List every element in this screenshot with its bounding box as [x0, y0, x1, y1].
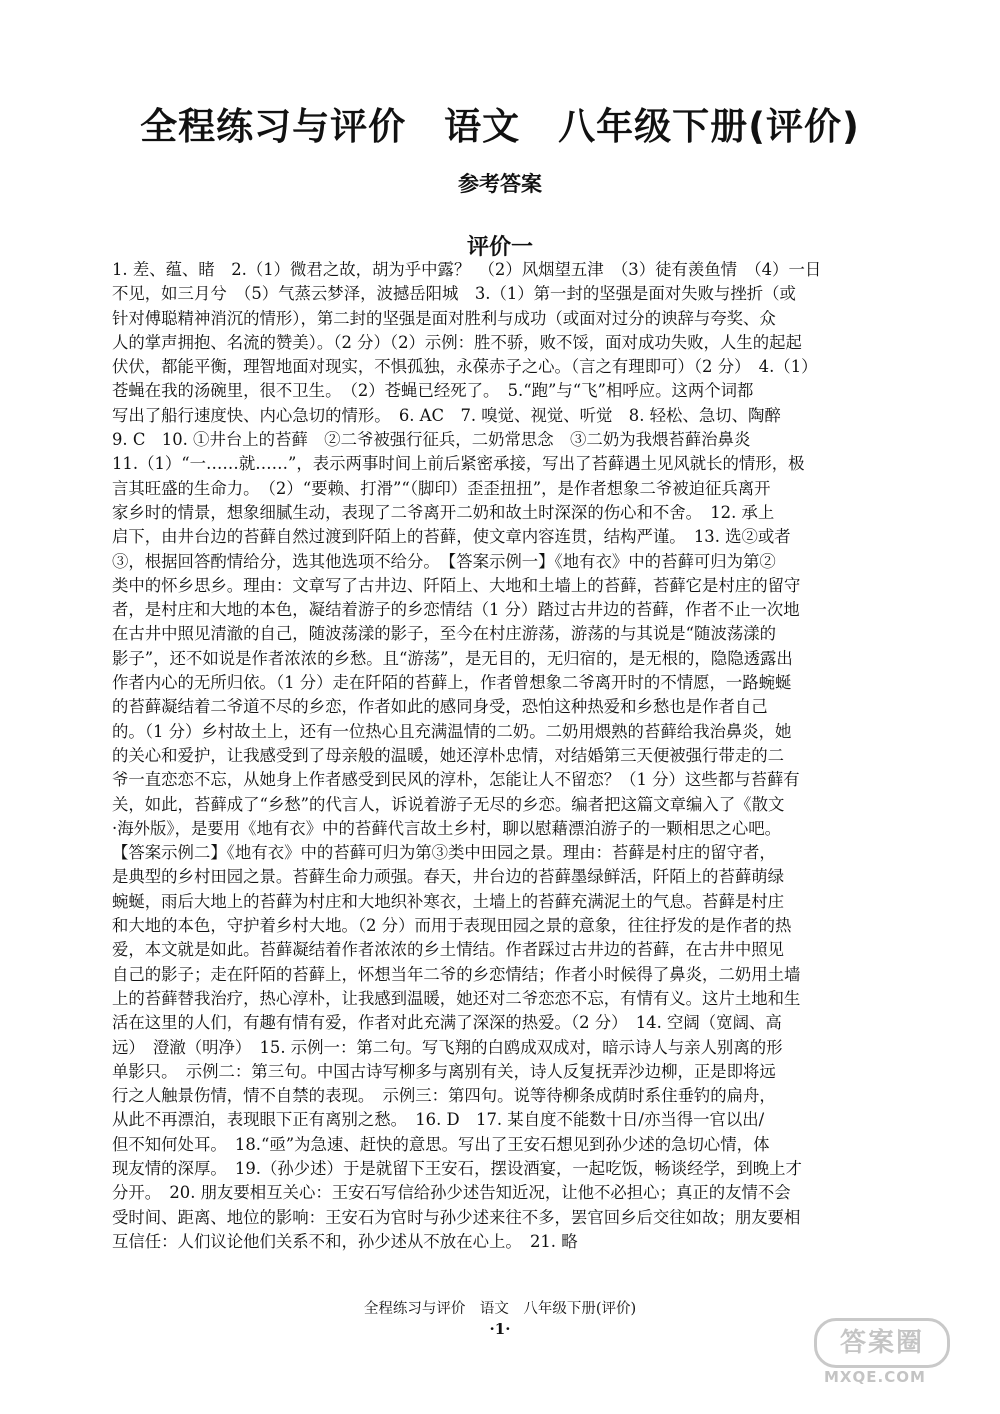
answer-line: 的苔藓凝结着二爷道不尽的乡恋，作者如此的感同身受，恐怕这种热爱和乡愁也是作者自己 — [112, 697, 768, 717]
answer-line: 爱，本文就是如此。苔藓凝结着作者浓浓的乡土情结。作者踩过古井边的苔藓，在古井中照见 — [112, 940, 785, 960]
answer-line: 家乡时的情景，想象细腻生动，表现了二爷离开二奶和故土时深深的伤心和不舍。 12. 承上 — [112, 502, 775, 522]
answer-line: 自己的影子；走在阡陌的苔藓上，怀想当年二爷的乡恋情结；作者小时候得了鼻炎，二奶用土墙 — [112, 964, 801, 984]
page-title: 全程练习与评价 语文 八年级下册(评价) — [140, 105, 860, 148]
answer-line: 的关心和爱护，让我感受到了母亲般的温暖，她还淳朴忠情，对结婚第三天便被强行带走的二 — [112, 745, 785, 765]
watermark-url: MXQE.COM — [824, 1368, 926, 1386]
answer-line: 现友情的深厚。 19.（孙少述）于是就留下王安石，摆设酒宴，一起吃饭，畅谈经学，到晚上才 — [112, 1158, 802, 1178]
watermark-logo: 答案圈 — [814, 1318, 950, 1368]
answer-line: 类中的怀乡思乡。理由：文章写了古井边、阡陌上、大地和土墙上的苔藓，苔藓它是村庄的留守 — [112, 575, 801, 595]
answer-line: 【答案示例二】《地有衣》中的苔藓可归为第③类中田园之景。理由：苔藓是村庄的留守者， — [112, 843, 776, 863]
answer-body — [112, 258, 897, 1254]
answer-line: 针对傅聪精神消沉的情形），第二封的坚强是面对胜利与成功（或面对过分的谀辞与夸奖、众 — [112, 308, 776, 328]
answer-line: ·海外版》，是要用《地有衣》中的苔藓代言故土乡村，聊以慰藉漂泊游子的一颗相思之心吧。 — [112, 818, 782, 838]
answer-line: 行之人触景伤情，情不自禁的表现。 示例三：第四句。说等待柳条成荫时系住垂钓的扁舟， — [112, 1086, 776, 1106]
answer-line: 伏伏，都能平衡，理智地面对现实，不惧孤独，永葆赤子之心。（言之有理即可）（2 分） 4.（1） — [112, 357, 818, 377]
answer-line: 但不知何处耳。 18.“亟”为急速、赶快的意思。写出了王安石想见到孙少述的急切心情，体 — [112, 1134, 770, 1154]
answer-line: 单影只。 示例二：第三句。中国古诗写柳多与离别有关，诗人反复抚弄沙边柳，正是即将远 — [112, 1061, 776, 1081]
answer-line: ③，根据回答酌情给分，选其他选项不给分。 【答案示例一】《地有衣》中的苔藓可归为第② — [112, 551, 776, 571]
answer-line: 从此不再漂泊，表现眼下正有离别之愁。 16. D 17. 某自度不能数十日/亦当得一官以出/ — [112, 1110, 765, 1130]
answer-line: 的。（1 分）乡村故土上，还有一位热心且充满温情的二奶。二奶用煨熟的苔藓给我治鼻炎，她 — [112, 721, 792, 741]
answer-line: 写出了船行速度快、内心急切的情形。 6. AC 7. 嗅觉、视觉、听觉 8. 轻松、急切、陶醉 — [112, 405, 781, 425]
answer-line: 上的苔藓替我治疗，热心淳朴，让我感到温暖，她还对二爷恋恋不忘，有情有义。这片土地和生 — [112, 988, 801, 1008]
answer-line: 影子”，还不如说是作者浓浓的乡愁。且“游荡”，是无目的，无归宿的，是无根的，隐隐透露出 — [112, 648, 793, 668]
answer-line: 人的掌声拥抱、名流的赞美）。（2 分）（2）示例：胜不骄，败不馁，面对成功失败，人生的起起 — [112, 332, 802, 352]
answer-line: 和大地的本色，守护着乡村大地。（2 分）而用于表现田园之景的意象，往往抒发的是作者的热 — [112, 916, 792, 936]
answer-line: 远） 澄澈（明净） 15. 示例一：第二句。写飞翔的白鸥成双成对，暗示诗人与亲人别离的形 — [112, 1037, 783, 1057]
section-heading: 评价一 — [466, 235, 533, 260]
answer-line: 苍蝇在我的汤碗里，很不卫生。 （2）苍蝇已经死了。 5.“跑”与“飞”相呼应。这两个词都 — [112, 381, 754, 401]
answer-line: 者，是村庄和大地的本色，凝结着游子的乡恋情结（1 分）踏过古井边的苔藓，作者不止一次地 — [112, 600, 800, 620]
answer-line: 活在这里的人们，有趣有情有爱，作者对此充满了深深的热爱。（2 分） 14. 空阔（宽阔、高 — [112, 1013, 782, 1033]
answer-line: 11.（1）“一……就……”，表示两事时间上前后紧密承接，写出了苔藓遇土见风就长的情形，极 — [112, 454, 805, 474]
answer-line: 受时间、距离、地位的影响：王安石为官时与孙少述来往不多，罢官回乡后交往如故；朋友要相 — [112, 1207, 801, 1227]
answer-line: 爷一直恋恋不忘，从她身上作者感受到民风的淳朴，怎能让人不留恋？（1 分）这些都与苔藓有 — [112, 770, 800, 790]
footer-title: 全程练习与评价 语文 八年级下册(评价) — [363, 1301, 637, 1317]
answer-line: 1. 差、蕴、睹 2.（1）微君之故，胡为乎中露？ （2）风烟望五津 （3）徒有羡鱼情 （4）一日 — [112, 260, 822, 279]
answer-line: 作者内心的无所归依。（1 分）走在阡陌的苔藓上，作者曾想象二爷离开时的不情愿，一路蜿蜒 — [112, 673, 792, 693]
answer-line: 启下，由井台边的苔藓自然过渡到阡陌上的苔藓，使文章内容连贯，结构严谨。 13. 选②或者 — [112, 527, 791, 547]
answer-line: 互信任：人们议论他们关系不和，孙少述从不放在心上。 21. 略 — [112, 1231, 578, 1251]
answer-line: 关，如此，苔藓成了“乡愁”的代言人，诉说着游子无尽的乡恋。编者把这篇文章编入了《散文 — [112, 794, 785, 814]
answer-line: 是典型的乡村田园之景。苔藓生命力顽强。春天，井台边的苔藓墨绿鲜活，阡陌上的苔藓萌绿 — [112, 867, 785, 887]
answer-key-subtitle: 参考答案 — [458, 172, 542, 196]
answer-line: 9. C 10. ①井台上的苔藓 ②二爷被强行征兵，二奶常思念 ③二奶为我煨苔藓治鼻炎 — [112, 430, 751, 450]
answer-line: 蜿蜒，雨后大地上的苔藓为村庄和大地织补寒衣，土墙上的苔藓充满泥土的气息。苔藓是村庄 — [112, 891, 785, 911]
answer-line: 分开。 20. 朋友要相互关心：王安石写信给孙少述告知近况，让他不必担心；真正的友情不会 — [112, 1183, 791, 1203]
watermark — [808, 1318, 968, 1388]
answer-line: 在古井中照见清澈的自己，随波荡漾的影子，至今在村庄游荡，游荡的与其说是“随波荡漾的 — [112, 624, 777, 644]
answer-line: 言其旺盛的生命力。 （2）“要赖、打滑”“（脚印）歪歪扭扭”，是作者想象二爷被迫征兵离开 — [112, 478, 771, 498]
answer-line: 不见，如三月兮 （5）气蒸云梦泽，波撼岳阳城 3.（1）第一封的坚强是面对失败与挫折（或 — [112, 284, 796, 304]
page-number: ·1· — [489, 1320, 511, 1338]
